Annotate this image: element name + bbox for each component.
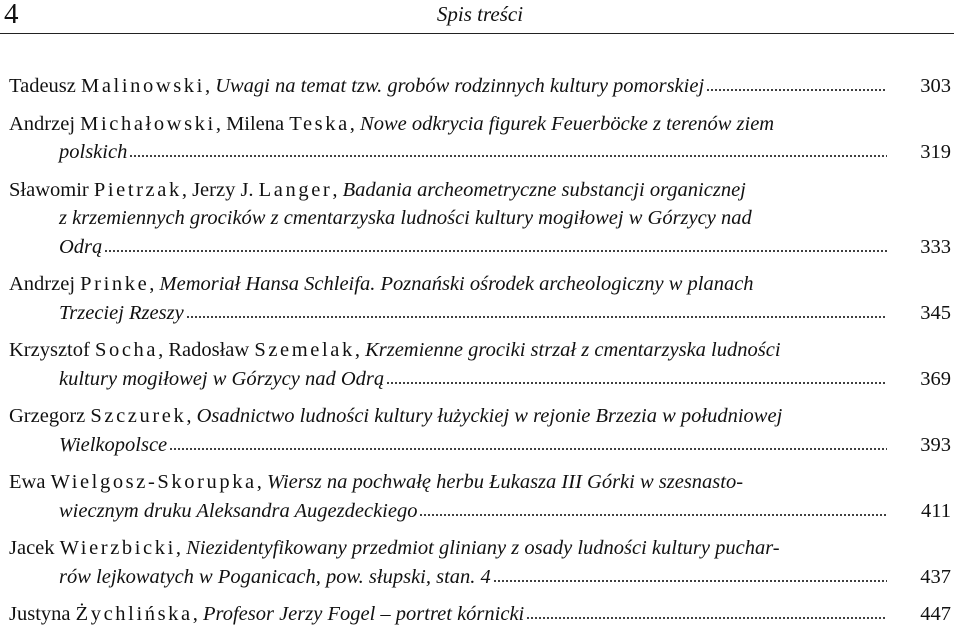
author-surname: Michałowski (80, 112, 216, 135)
author-surname: Pietrzak (93, 178, 182, 201)
author-surname: Wielgosz-Skorupka (50, 471, 257, 493)
entry-title-continued: rów lejkowatych w Poganicach, pow. słupski, stan. 4 (59, 565, 491, 588)
toc-entry[interactable]: Ewa Wielgosz-Skorupka, Wiersz na pochwałę herbu Łukasza III Górki w szesnasto- wiecznym druku Aleksandra Augezdeckiego 411 (9, 468, 951, 525)
author-first-name: Jacek (9, 537, 55, 559)
entry-title: Krzemienne grociki strzał z cmentarzyska ludności (365, 339, 781, 361)
entry-title: Profesor Jerzy Fogel – portret kórnicki (202, 603, 525, 625)
page-ref: 447 (920, 603, 951, 625)
leader-dots (129, 154, 887, 158)
entry-title-continued: wiecznym druku Aleksandra Augezdeckiego (59, 499, 418, 522)
entry-title: Nowe odkrycia figurek Feuerböcke z terenów ziem (360, 112, 775, 135)
toc-entry[interactable]: Krzysztof Socha, Radosław Szemelak, Krzemienne grociki strzał z cmentarzyska ludności kultury mogiłowej w Górzycy nad Odrą 369 (9, 336, 951, 393)
page-ref: 303 (920, 75, 951, 97)
entry-title-continued: Wielkopolsce (59, 433, 168, 456)
entry-title-continued: Trzeciej Rzeszy (59, 301, 184, 324)
author-surname: Szczurek (90, 405, 187, 427)
author-surname: Szemelak (254, 339, 355, 361)
author-first-name: Radosław (168, 339, 250, 361)
page-ref: 437 (920, 565, 951, 588)
entry-title-continued: Odrą (59, 235, 103, 258)
author-first-name: Jerzy J. (192, 178, 254, 201)
toc-entry[interactable]: Jacek Wierzbicki, Niezidentyfikowany przedmiot gliniany z osady ludności kultury puchar- rów lejkowatych w Poganicach, pow. słupski, stan. 4 437 (9, 534, 951, 591)
author-surname: Żychlińska (75, 603, 193, 625)
entry-title: Osadnictwo ludności kultury łużyckiej w rejonie Brzezia w południowej (196, 405, 783, 427)
page-ref: 319 (920, 141, 951, 163)
leader-dots (526, 616, 887, 620)
entry-title: Badania archeometryczne substancji organicznej (342, 178, 746, 201)
entry-title: Uwagi na temat tzw. grobów rodzinnych kultury pomorskiej (215, 75, 705, 97)
author-first-name: Sławomir (9, 178, 89, 201)
entry-title: Niezidentyfikowany przedmiot gliniany z osady ludności kultury puchar- (186, 537, 780, 559)
entry-title-continued: polskich (59, 141, 128, 163)
author-surname: Wierzbicki (59, 537, 176, 559)
header-rule (0, 33, 954, 34)
entry-title: Memoriał Hansa Schleifa. Poznański ośrodek archeologiczny w planach (159, 273, 754, 295)
entry-title: Wiersz na pochwałę herbu Łukasza III Górki w szesnasto- (267, 471, 744, 493)
toc-list (9, 72, 951, 638)
running-title: Spis treści (436, 2, 524, 26)
leader-dots (493, 579, 887, 583)
author-surname: Langer (258, 178, 333, 201)
toc-entry[interactable]: Andrzej Michałowski, Milena Teska, Nowe odkrycia figurek Feuerböcke z terenów ziem polskich 319 (9, 110, 951, 167)
page-header (0, 0, 960, 44)
toc-entry[interactable]: Sławomir Pietrzak, Jerzy J. Langer, Badania archeometryczne substancji organicznej z krzemiennych grocików z cmentarzyska ludności kultury mogiłowej w Górzycy nad Odrą 333 (9, 176, 951, 262)
toc-entry[interactable]: Tadeusz Malinowski, Uwagi na temat tzw. grobów rodzinnych kultury pomorskiej 303 (9, 72, 951, 101)
author-first-name: Andrzej (9, 273, 76, 295)
page-number: 4 (4, 0, 19, 30)
page-ref: 369 (920, 367, 951, 390)
toc-entry[interactable]: Grzegorz Szczurek, Osadnictwo ludności kultury łużyckiej w rejonie Brzezia w południowej Wielkopolsce 393 (9, 402, 951, 459)
page-ref: 345 (920, 301, 951, 324)
author-surname: Socha (94, 339, 159, 361)
leader-dots (386, 381, 887, 385)
page-ref: 411 (921, 499, 951, 522)
entry-title-continued: kultury mogiłowej w Górzycy nad Odrą (59, 367, 385, 390)
author-first-name: Milena (226, 112, 285, 135)
leader-dots (186, 315, 887, 319)
author-first-name: Andrzej (9, 112, 76, 135)
page-ref: 333 (920, 235, 951, 258)
author-surname: Prinke (80, 273, 150, 295)
leader-dots (706, 88, 887, 92)
leader-dots (419, 513, 887, 517)
author-first-name: Ewa (9, 471, 46, 493)
toc-entry[interactable]: Andrzej Prinke, Memoriał Hansa Schleifa. Poznański ośrodek archeologiczny w planach Trzeciej Rzeszy 345 (9, 270, 951, 327)
leader-dots (169, 447, 887, 451)
toc-entry[interactable]: Justyna Żychlińska, Profesor Jerzy Fogel – portret kórnicki 447 (9, 600, 951, 629)
leader-dots (104, 249, 887, 253)
author-surname: Malinowski (81, 75, 205, 97)
author-first-name: Tadeusz (9, 75, 76, 97)
author-first-name: Justyna (9, 603, 71, 625)
author-surname: Teska (289, 112, 350, 135)
entry-title-continued: z krzemiennych grocików z cmentarzyska ludności kultury mogiłowej w Górzycy nad (59, 207, 752, 229)
author-first-name: Grzegorz (9, 405, 86, 427)
page-ref: 393 (920, 433, 951, 456)
author-first-name: Krzysztof (9, 339, 90, 361)
